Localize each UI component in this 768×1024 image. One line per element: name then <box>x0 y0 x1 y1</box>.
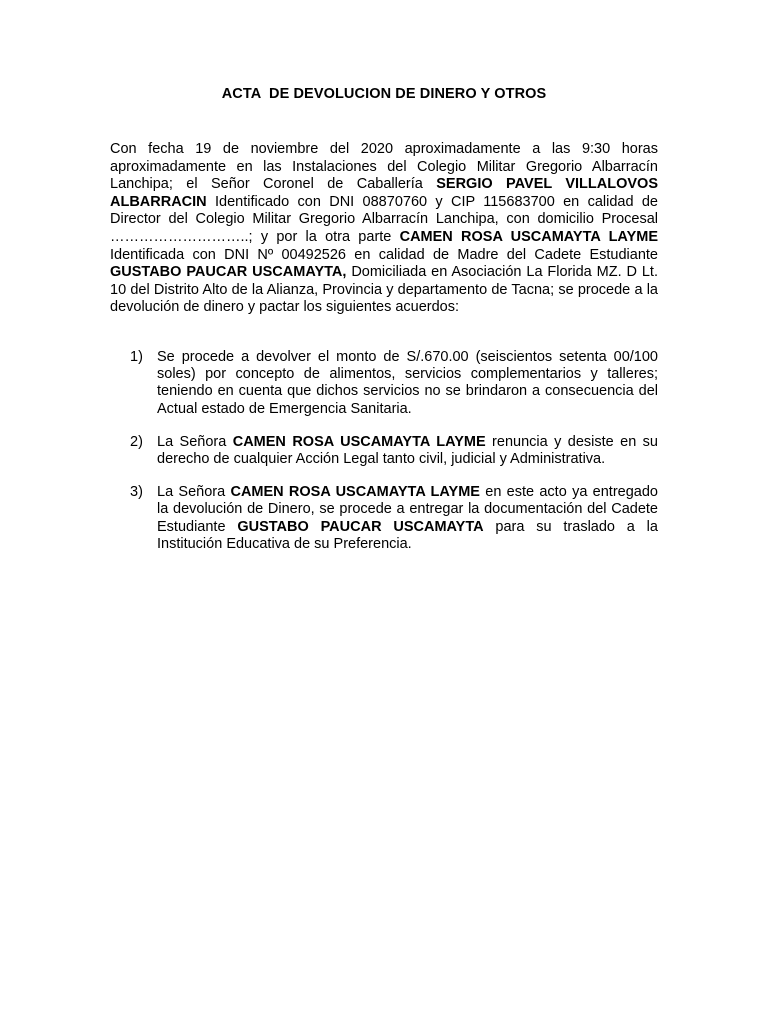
agreements-list <box>130 349 658 569</box>
intro-text-3: Identificada con DNI Nº 00492526 en calidad de Madre del Cadete Estudiante <box>110 246 658 263</box>
list-item-text-pre: La Señora <box>157 433 233 450</box>
intro-text-2: Identificado con DNI 08870760 y CIP 115683700 en calidad de Director del Colegio Militar Gregorio Albarracín Lanchipa, con domicilio Procesal ………………………..; y por la otra parte <box>110 193 658 245</box>
list-item-text-pre: La Señora <box>157 484 231 501</box>
list-item-text-body: Se procede a devolver el monto de S/.670.00 (seiscientos setenta 00/100 soles) por concepto de alimentos, servicios complementarios y talleres; teniendo en cuenta que dichos servicios no se brindaron a consecuencia del Actual estado de Emergencia Sanitaria. <box>157 349 658 417</box>
list-item-text <box>157 484 658 553</box>
director-name: SERGIO PAVEL VILLALOVOS ALBARRACIN <box>110 176 658 210</box>
list-item-text <box>157 434 658 468</box>
list-item-number: 2) <box>130 433 143 450</box>
list-item-number: 3) <box>130 484 143 501</box>
mother-name: CAMEN ROSA USCAMAYTA LAYME <box>399 228 658 245</box>
list-item-text-post: para su traslado a la Institución Educativa de su Preferencia. <box>157 518 658 552</box>
document-title: ACTA DE DEVOLUCION DE DINERO Y OTROS <box>221 86 547 102</box>
list-item-text <box>157 349 658 418</box>
list-item-text-post: renuncia y desiste en su derecho de cualquier Acción Legal tanto civil, judicial y Administrativa. <box>157 433 659 468</box>
mother-name: CAMEN ROSA USCAMAYTA LAYME <box>230 484 480 501</box>
cadet-name: GUSTABO PAUCAR USCAMAYTA <box>237 518 484 535</box>
cadet-name: GUSTABO PAUCAR USCAMAYTA, <box>110 264 347 281</box>
list-item <box>130 434 658 468</box>
mother-name: CAMEN ROSA USCAMAYTA LAYME <box>232 433 486 450</box>
list-item <box>130 349 658 418</box>
list-item-text-mid: en este acto ya entregado la devolución de Dinero, se procede a entregar la documentación del Cadete Estudiante <box>157 484 658 535</box>
list-item-number: 1) <box>130 349 143 365</box>
intro-paragraph <box>110 141 658 317</box>
intro-text-1: Con fecha 19 de noviembre del 2020 aproximadamente a las 9:30 horas aproximadamente en las Instalaciones del Colegio Militar Gregorio Albarracín Lanchipa; el Señor Coronel de Caballería <box>110 141 658 193</box>
list-item <box>130 484 658 553</box>
intro-text-4: Domiciliada en Asociación La Florida MZ. D Lt. 10 del Distrito Alto de la Alianza, Provincia y departamento de Tacna; se procede a la devolución de dinero y pactar los siguientes acuerdos: <box>110 264 658 316</box>
